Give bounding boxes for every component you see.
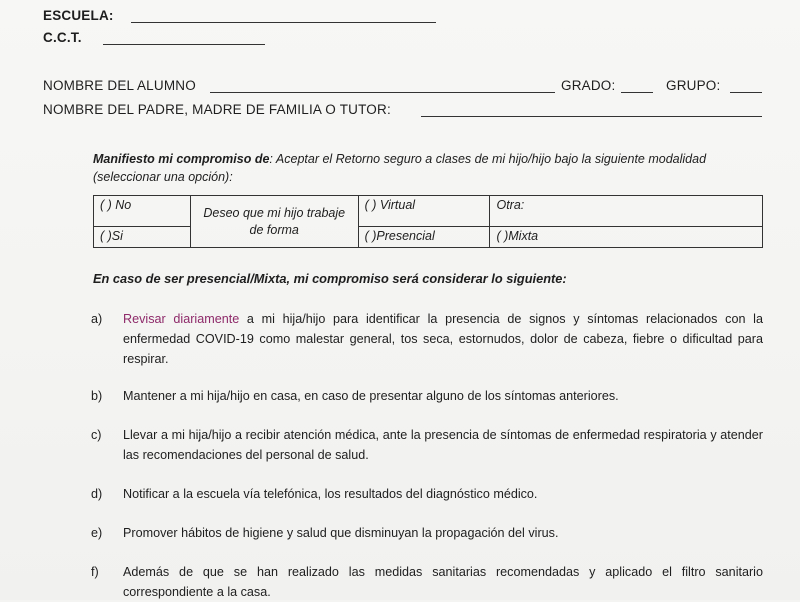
- item-text: Mantener a mi hija/hijo en casa, en caso de presentar alguno de los síntomas anteriores.: [123, 389, 619, 403]
- alumno-label: NOMBRE DEL ALUMNO: [43, 78, 196, 93]
- grado-label: GRADO:: [561, 78, 616, 93]
- option-presencial[interactable]: ( )Presencial: [358, 227, 490, 248]
- padre-label: NOMBRE DEL PADRE, MADRE DE FAMILIA O TUTOR:: [43, 102, 391, 117]
- grupo-field[interactable]: [730, 92, 762, 93]
- option-no[interactable]: ( ) No: [94, 196, 191, 227]
- option-otra[interactable]: Otra:: [490, 196, 763, 227]
- list-item: [91, 562, 763, 600]
- item-text: Llevar a mi hija/hijo a recibir atención médica, ante la presencia de síntomas de enfermedad respiratoria y atender las recomendaciones del personal de salud.: [123, 428, 763, 462]
- commitment-subheading: En caso de ser presencial/Mixta, mi compromiso será considerar lo siguiente:: [93, 271, 567, 286]
- padre-field[interactable]: [421, 116, 762, 117]
- item-text: Notificar a la escuela vía telefónica, los resultados del diagnóstico médico.: [123, 487, 538, 501]
- manifest-statement: [93, 150, 763, 186]
- cct-field[interactable]: [103, 44, 265, 45]
- list-item: [91, 309, 763, 369]
- alumno-field[interactable]: [210, 92, 555, 93]
- grupo-label: GRUPO:: [666, 78, 721, 93]
- deseo-label: Deseo que mi hijo trabaje de forma: [190, 196, 358, 248]
- item-label: a): [91, 312, 103, 326]
- item-text: Además de que se han realizado las medidas sanitarias recomendadas y aplicado el filtro sanitario correspondiente a la casa.: [123, 565, 763, 599]
- item-label: d): [91, 487, 103, 501]
- grado-field[interactable]: [621, 92, 653, 93]
- item-highlight: Revisar diariamente: [123, 312, 240, 326]
- list-item: [91, 425, 763, 465]
- escuela-label: ESCUELA:: [43, 8, 114, 23]
- option-si[interactable]: ( )Si: [94, 227, 191, 248]
- cct-label: C.C.T.: [43, 30, 82, 45]
- item-label: e): [91, 526, 103, 540]
- list-item: [91, 386, 763, 406]
- list-item: [91, 523, 763, 543]
- option-mixta[interactable]: ( )Mixta: [490, 227, 763, 248]
- list-item: [91, 484, 763, 504]
- item-label: f): [91, 565, 99, 579]
- escuela-field[interactable]: [131, 22, 436, 23]
- manifest-text: : Aceptar el Retorno seguro a clases de mi hijo/hijo bajo la siguiente modalidad (seleccionar una opción):: [93, 152, 707, 184]
- item-text: Promover hábitos de higiene y salud que disminuyan la propagación del virus.: [123, 526, 559, 540]
- item-text: Revisar diariamente a mi hija/hijo para identificar la presencia de signos y síntomas relacionados con la enfermedad COVID-19 como malestar general, tos seca, estornudos, dolor de cabeza, fiebre o dificultad para respirar.: [123, 312, 763, 366]
- modality-options-table: [93, 195, 763, 248]
- item-label: c): [91, 428, 102, 442]
- option-virtual[interactable]: ( ) Virtual: [358, 196, 490, 227]
- manifest-lead: Manifiesto mi compromiso de: [93, 152, 270, 166]
- item-label: b): [91, 389, 103, 403]
